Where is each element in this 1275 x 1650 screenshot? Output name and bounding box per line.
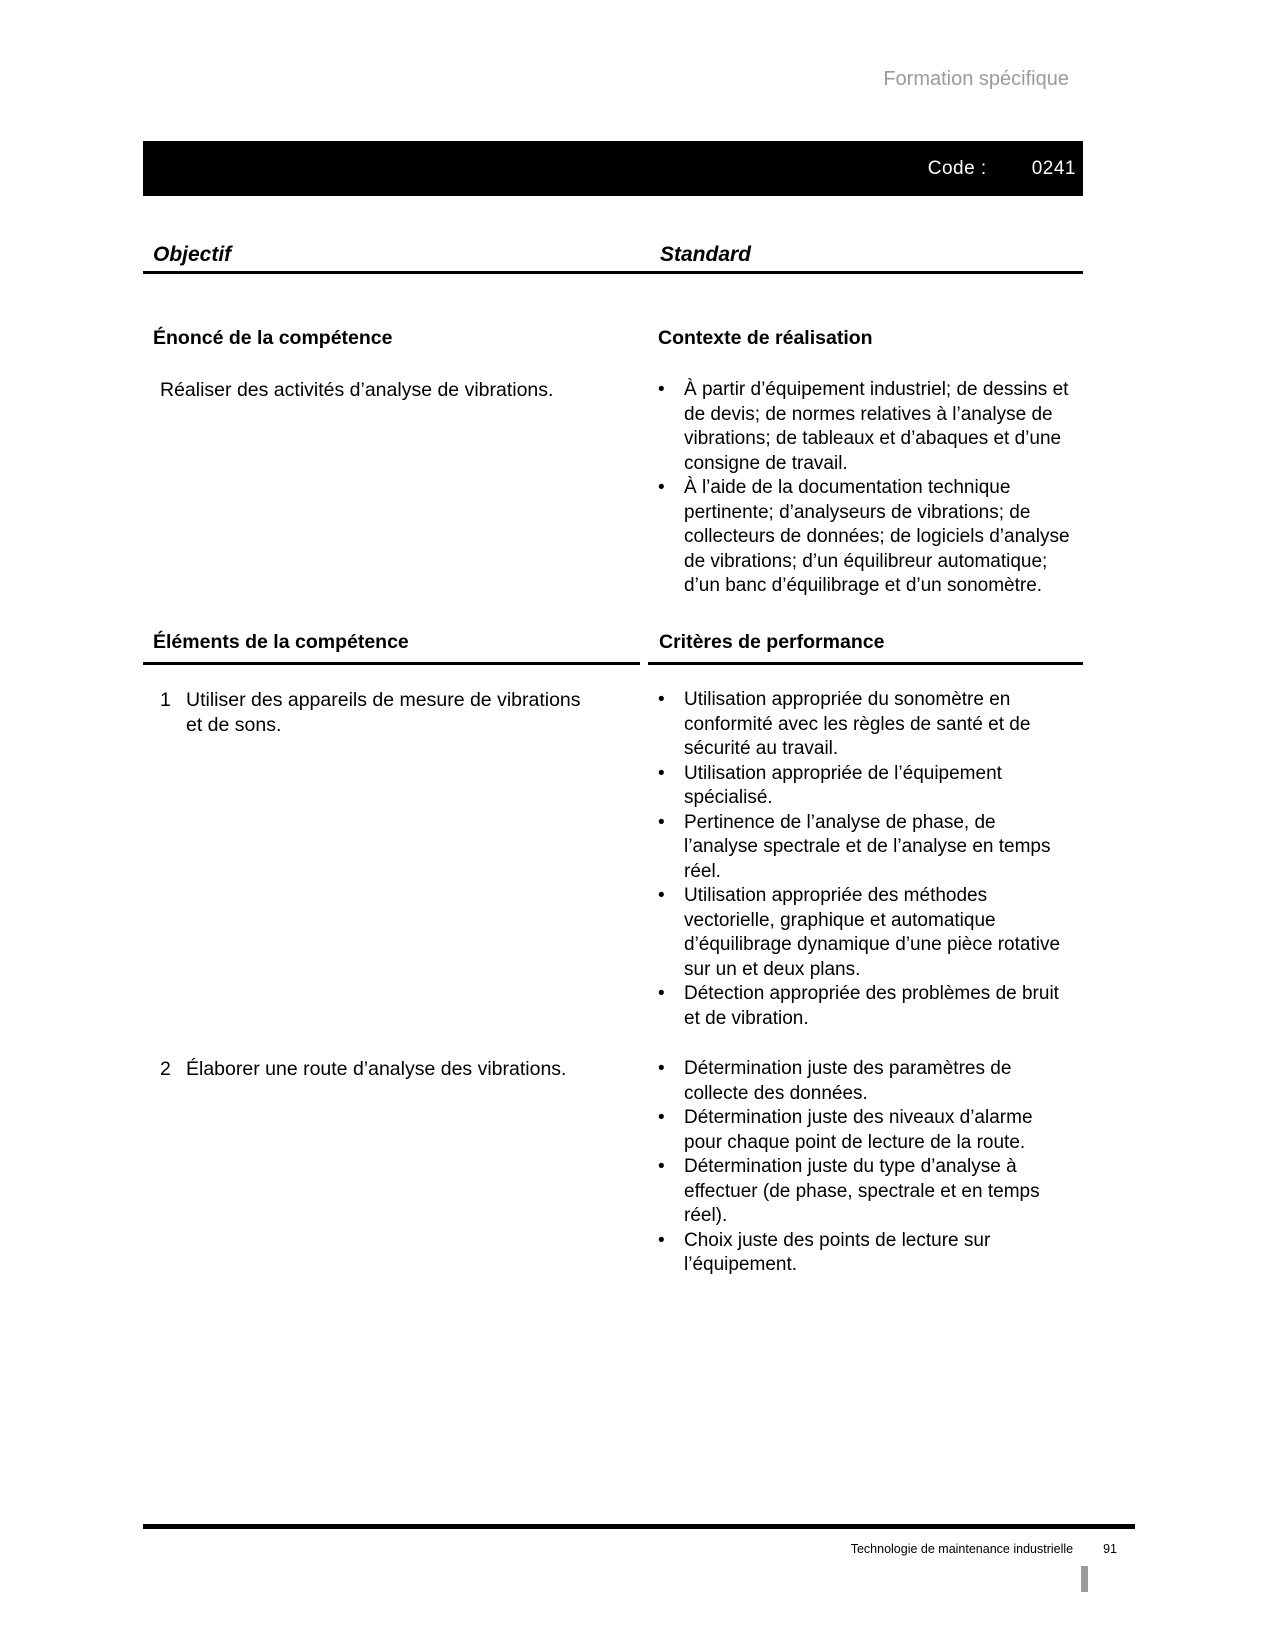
code-value: 0241 — [1031, 157, 1076, 179]
footer — [851, 1542, 1117, 1556]
bullet-text: Choix juste des points de lecture sur l’équipement. — [684, 1229, 991, 1275]
criteres-heading: Critères de performance — [648, 630, 1083, 665]
objectif-title: Objectif — [153, 243, 232, 266]
list-item — [658, 884, 1070, 982]
criteria-list-1 — [658, 688, 1070, 1031]
list-item — [658, 1229, 1070, 1278]
item-number: 1 — [160, 689, 171, 711]
bullet-text: Détection appropriée des problèmes de bruit et de vibration. — [684, 983, 1059, 1029]
list-item — [658, 982, 1070, 1031]
item-text: Utiliser des appareils de mesure de vibrations et de sons. — [186, 689, 581, 736]
bullet-icon: • — [658, 1107, 665, 1128]
contexte-heading: Contexte de réalisation — [658, 327, 873, 349]
bullet-text: Détermination juste des paramètres de collecte des données. — [684, 1058, 1012, 1104]
item-number: 2 — [160, 1058, 171, 1080]
list-item — [658, 1106, 1070, 1155]
criteria-list-2 — [658, 1057, 1070, 1278]
element-item-2 — [143, 1057, 658, 1278]
code-label: Code : — [927, 157, 987, 179]
bullet-icon: • — [658, 1229, 665, 1251]
bullet-text: Utilisation appropriée du sonomètre en conformité avec les règles de santé et de sécurité au travail. — [684, 689, 1031, 759]
bullet-icon: • — [658, 379, 665, 400]
bullet-icon: • — [658, 762, 665, 784]
section-elements-criteres-body — [143, 688, 1083, 1278]
list-item — [658, 378, 1070, 476]
section-elements-criteres-headers — [143, 630, 1083, 665]
contexte-column — [658, 326, 1083, 599]
bullet-icon: • — [658, 1058, 665, 1079]
bullet-text: Utilisation appropriée de l’équipement spécialisé. — [684, 762, 1002, 808]
bullet-icon: • — [658, 983, 665, 1004]
document-section-label: Formation spécifique — [883, 68, 1069, 90]
page-number: 91 — [1103, 1542, 1117, 1556]
bullet-text: Utilisation appropriée des méthodes vectorielle, graphique et automatique d’équilibrage dynamique d’une pièce rotative sur un et deux plans. — [684, 885, 1061, 980]
bullet-text: Pertinence de l’analyse de phase, de l’analyse spectrale et de l’analyse en temps réel. — [684, 811, 1051, 882]
bullet-text: À partir d’équipement industriel; de dessins et de devis; de normes relatives à l’analyse de vibrations; de tableaux et d’abaques et d’une consigne de travail. — [684, 379, 1069, 474]
code-header-bar — [143, 141, 1083, 196]
bullet-icon: • — [658, 689, 665, 710]
list-item — [658, 688, 1070, 762]
element-item-1 — [143, 688, 658, 1031]
list-item — [658, 762, 1070, 811]
standard-title: Standard — [660, 243, 752, 266]
bullet-text: À l’aide de la documentation technique pertinente; d’analyseurs de vibrations; de collecteurs de données; de logiciels d’analyse de vibrations; d’un équilibreur automatique; d’un banc d’équilibrage et d’un sonomètre. — [684, 477, 1070, 596]
bullet-icon: • — [658, 811, 665, 833]
enonce-column — [143, 326, 658, 599]
list-item — [658, 476, 1070, 599]
bullet-icon: • — [658, 885, 665, 906]
column-titles — [143, 242, 1083, 274]
bullet-icon: • — [658, 477, 665, 498]
competence-statement: Réaliser des activités d’analyse de vibrations. — [160, 379, 554, 401]
item-text: Élaborer une route d’analyse des vibrations. — [186, 1058, 567, 1080]
footer-rule — [143, 1524, 1135, 1529]
list-item — [658, 811, 1070, 885]
list-item — [658, 1155, 1070, 1229]
bullet-text: Détermination juste du type d’analyse à effectuer (de phase, spectrale et en temps réel). — [684, 1156, 1040, 1226]
contexte-bullet-list — [658, 378, 1070, 599]
enonce-heading: Énoncé de la compétence — [153, 327, 393, 349]
bullet-text: Détermination juste des niveaux d’alarme pour chaque point de lecture de la route. — [684, 1107, 1033, 1153]
bullet-icon: • — [658, 1156, 665, 1177]
footer-program-title: Technologie de maintenance industrielle — [850, 1542, 1074, 1556]
section-enonce-contexte — [143, 326, 1083, 599]
footer-gray-marker — [1081, 1566, 1088, 1592]
list-item — [658, 1057, 1070, 1106]
elements-heading: Éléments de la compétence — [143, 630, 640, 665]
